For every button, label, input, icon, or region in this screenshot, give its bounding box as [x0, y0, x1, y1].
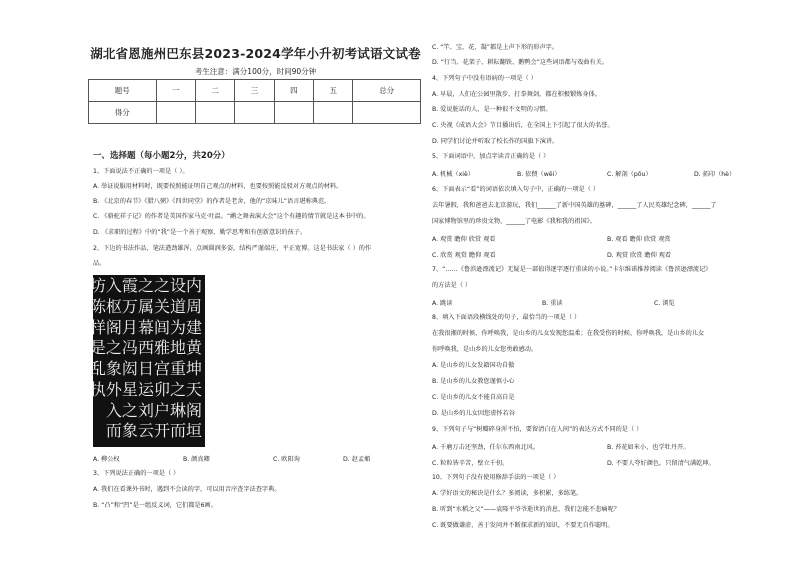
q6-option[interactable]: B. 观看 瞻仰 欣赏 观赏	[607, 236, 671, 243]
q6-option[interactable]: C. 欣赏 观赏 瞻仰 观看	[432, 252, 496, 259]
q10-option-b[interactable]: B. 听到“水稻之父”——袁隆平爷爷逝世的消息，我们怎能不悲痛呢？	[432, 506, 620, 513]
question-9: 9、下列句子与“树瓣碎身浑不怕，要留清白在人间”的表达方式不同的是（ ）	[432, 426, 643, 433]
calligraphy-char: 象	[105, 359, 122, 378]
question-8-passage-cont: 你呼唤我，是山乡的儿女您勇敢感动。	[432, 346, 538, 353]
calligraphy-char: 内	[185, 276, 202, 295]
calligraphy-char: 运	[137, 379, 154, 399]
score-cell: 二	[195, 80, 234, 102]
calligraphy-char: 坊	[89, 276, 106, 295]
q8-option-a[interactable]: A. 是山乡的儿女发籍国功自傲	[432, 362, 515, 369]
calligraphy-char: 西	[137, 338, 154, 358]
q5-option[interactable]: D. 拓印（hè）	[694, 171, 736, 178]
calligraphy-char: 开	[153, 421, 170, 441]
calligraphy-char: 而	[105, 421, 122, 441]
calligraphy-char: 阁	[185, 400, 202, 420]
calligraphy-char: 闾	[153, 317, 170, 337]
calligraphy-char: 坤	[185, 359, 202, 378]
question-2: 2、下边的书法作品，笔法遒劲雄浑，点画圆润多姿，结构严谨端庄，平正宽博。这是书法家（ ）的作	[93, 245, 372, 252]
calligraphy-char: 是	[89, 338, 106, 358]
calligraphy-char: 日	[137, 359, 154, 378]
q7-option[interactable]: C. 浏览	[654, 300, 675, 307]
q1-option-b: B. 《北京的春节》《腊八粥》《四世同堂》的作者是老舍，他的“京味儿”语言堪称典范。	[93, 198, 331, 205]
score-cell: 题号	[89, 80, 157, 102]
q7-option[interactable]: A. 跳读	[432, 300, 453, 307]
calligraphy-char: 属	[137, 296, 154, 316]
q1-option-d: D. 《求职的过程》中的“我”是一个善于观察、勤学思考和有创新意识的孩子。	[93, 229, 307, 236]
calligraphy-char: 闳	[121, 359, 138, 378]
q1-option-c: C. 《骆驼祥子记》的作者是美国作家马克·吐温。“鹬之舞表演大会”这个有趣的情节就是这本书中的。	[93, 213, 370, 220]
score-table	[88, 79, 421, 124]
q6-option[interactable]: D. 观赏 欣赏 瞻仰 观看	[607, 252, 672, 259]
calligraphy-char: 刘	[137, 400, 154, 420]
calligraphy-char: 万	[121, 296, 138, 316]
q3-option-a: A. 我们在看课外书时，遇到不会读的字，可以用音序查字法查字典。	[93, 486, 281, 493]
q3-option-b: B. “凸”和“凹”是一组反义词，它们都是6画。	[93, 502, 217, 509]
q3-option-c: C. “竿、宝、花、凝”都是上声下形的形声字。	[432, 44, 559, 51]
score-cell[interactable]	[314, 102, 353, 124]
calligraphy-char: 入	[105, 400, 122, 420]
calligraphy-char: 之	[169, 379, 186, 399]
calligraphy-char: 冯	[121, 338, 138, 358]
score-cell: 一	[156, 80, 195, 102]
calligraphy-char: 户	[153, 400, 170, 420]
calligraphy-char: 之	[153, 276, 170, 295]
question-10: 10、下列句子没有使用修辞手法的一项是（ ）	[432, 474, 560, 481]
question-8: 8、填入下面语段横线处的句子，最恰当的一项是（ ）	[432, 314, 581, 321]
q2-option[interactable]: A. 柳公权	[93, 456, 120, 463]
score-cell[interactable]	[195, 102, 234, 124]
q10-option-c[interactable]: C. 既要做谦虚、善于发问并不断探求新的知识，不要无自作聪明。	[432, 522, 614, 529]
calligraphy-char: 星	[121, 379, 138, 399]
calligraphy-char: 为	[169, 317, 186, 337]
calligraphy-char: 天	[185, 379, 202, 399]
q8-option-d[interactable]: D. 是山乡的儿女因您虚怀若谷	[432, 410, 515, 417]
q9-option[interactable]: D. 不要人夸好颜色，只留清气满乾坤。	[607, 460, 715, 467]
calligraphy-char: 雅	[153, 338, 170, 358]
score-table-header-row	[89, 80, 421, 102]
question-8-passage: 在我很湘的时候，你呼唤我，是山乡的儿女发现您温柔；在我受伤的时候，你呼唤我，是山乡的儿女	[432, 330, 705, 337]
calligraphy-char: 陈	[89, 296, 106, 316]
q8-option-c[interactable]: C. 是山乡的儿女不能自高自是	[432, 394, 515, 401]
score-cell: 得分	[89, 102, 157, 124]
q5-option[interactable]: A. 机械（xiè）	[432, 171, 474, 178]
question-6: 6、下面表示“看”的词语依次填入句子中，正确的一项是（ ）	[432, 186, 600, 193]
question-6-passage-cont: 国家博物馆里的珍贵文物，______了电影《我和我的祖国》。	[432, 218, 596, 225]
calligraphy-char: 黄	[185, 338, 202, 358]
score-cell: 五	[314, 80, 353, 102]
q2-option[interactable]: C. 欧阳询	[273, 456, 300, 463]
q4-option-b: B. 爱说脏话的人，是一种很不文明的习惯。	[432, 106, 552, 113]
q8-option-b[interactable]: B. 是山乡的儿女教您谨慎小心	[432, 378, 515, 385]
q4-option-c: C. 央视《成语大会》节目播出后，在全国上下引起了很大的名誉。	[432, 122, 614, 129]
q1-option-a: A. 举证说服用材料时，既要按照能证明自己观点的材料，也要按照能反驳对方观点的材料。	[93, 183, 343, 190]
q9-option[interactable]: C. 粒粒皆辛苦，壁立千仞。	[432, 460, 509, 467]
score-cell: 总分	[353, 80, 421, 102]
q5-option[interactable]: B. 依偎（wēi）	[517, 171, 561, 178]
q5-option[interactable]: C. 解剖（pōu）	[607, 171, 652, 178]
question-7-cont: 的方法是（ ）	[432, 282, 472, 289]
question-2-cont: 品。	[93, 260, 106, 267]
score-cell[interactable]	[274, 102, 313, 124]
calligraphy-char: 道	[169, 296, 186, 316]
q6-option[interactable]: A. 观赏 瞻仰 欣赏 观看	[432, 236, 496, 243]
calligraphy-char: 而	[169, 421, 186, 441]
q9-option[interactable]: A. 千磨万击还坚劲，任尔东西南北风。	[432, 444, 540, 451]
calligraphy-char: 幕	[137, 317, 154, 337]
question-1: 1、下面说法不正确的一项是（ ）。	[93, 168, 189, 175]
calligraphy-char: 云	[137, 421, 154, 441]
calligraphy-char: 之	[121, 400, 138, 420]
calligraphy-char: 执	[89, 379, 106, 399]
score-cell[interactable]	[353, 102, 421, 124]
calligraphy-char: 地	[169, 338, 186, 358]
section-heading: 一、选择题（每小题2分，共20分）	[93, 151, 230, 161]
question-6-passage: 去年暑假，我和爸爸去北京游玩，我们______了新中国英雄的墓碑，______了人民英雄纪念碑，______了	[432, 202, 717, 209]
question-7: 7、“……《鲁滨逊漂流记》无疑是一部值得逐字逐行重读的小说。”卡尔维诺推荐阅读《鲁滨逊漂流记》	[432, 266, 712, 273]
calligraphy-char: 垣	[185, 421, 202, 441]
calligraphy-char: 象	[121, 421, 138, 441]
calligraphy-char: 建	[185, 317, 202, 337]
score-cell: 四	[274, 80, 313, 102]
calligraphy-char: 入	[105, 276, 122, 295]
calligraphy-char: 阁	[105, 317, 122, 337]
score-cell[interactable]	[235, 102, 274, 124]
calligraphy-char: 之	[137, 276, 154, 295]
calligraphy-char: 月	[121, 317, 138, 337]
calligraphy-char: 枢	[105, 296, 122, 316]
score-cell: 三	[235, 80, 274, 102]
calligraphy-char: 设	[169, 276, 186, 295]
q9-option[interactable]: B. 苔花如米小，也学牡丹开。	[607, 444, 690, 451]
q4-option-d: D. 同学们讨论并听取了校长作的国旗下演讲。	[432, 138, 559, 145]
score-table-score-row	[89, 102, 421, 124]
question-5: 5、下面词语中，加点字读音正确的是（ ）	[432, 153, 550, 160]
question-3: 3、下列说法正确的一项是（ ）	[93, 470, 180, 477]
q2-option[interactable]: B. 颜真卿	[183, 456, 210, 463]
calligraphy-char: 琳	[169, 400, 186, 420]
calligraphy-image	[89, 275, 205, 447]
question-4: 4、下列句子中没有语病的一项是（ ）	[432, 75, 537, 82]
exam-notice: 考生注意：满分100分，时间90分钟	[194, 67, 317, 76]
calligraphy-char: 宫	[153, 359, 170, 378]
calligraphy-char: 样	[89, 317, 106, 337]
q4-option-a: A. 早晨，人们在公园里散步、打拳舞剑，都在积极锻炼身体。	[432, 91, 601, 98]
calligraphy-char: 周	[185, 296, 202, 316]
q3-option-d: D. “行当、花架子、耕耘翻铁、鹅鸭会”这些词语都与戏曲有关。	[432, 59, 608, 66]
calligraphy-char: 乱	[89, 359, 106, 378]
calligraphy-char: 霞	[121, 276, 138, 295]
q10-option-a[interactable]: A. 学好语文的秘诀是什么？多阅读，多积累，多练笔。	[432, 490, 583, 497]
calligraphy-char: 之	[105, 338, 122, 358]
calligraphy-char: 外	[105, 379, 122, 399]
calligraphy-char: 关	[153, 296, 170, 316]
calligraphy-char: 重	[169, 359, 186, 378]
calligraphy-char: 卯	[153, 379, 170, 399]
exam-title: 湖北省恩施州巴东县2023-2024学年小升初考试语文试卷	[90, 46, 421, 61]
score-cell[interactable]	[156, 102, 195, 124]
q2-option[interactable]: D. 赵孟頫	[343, 456, 371, 463]
q7-option[interactable]: B. 重读	[542, 300, 563, 307]
